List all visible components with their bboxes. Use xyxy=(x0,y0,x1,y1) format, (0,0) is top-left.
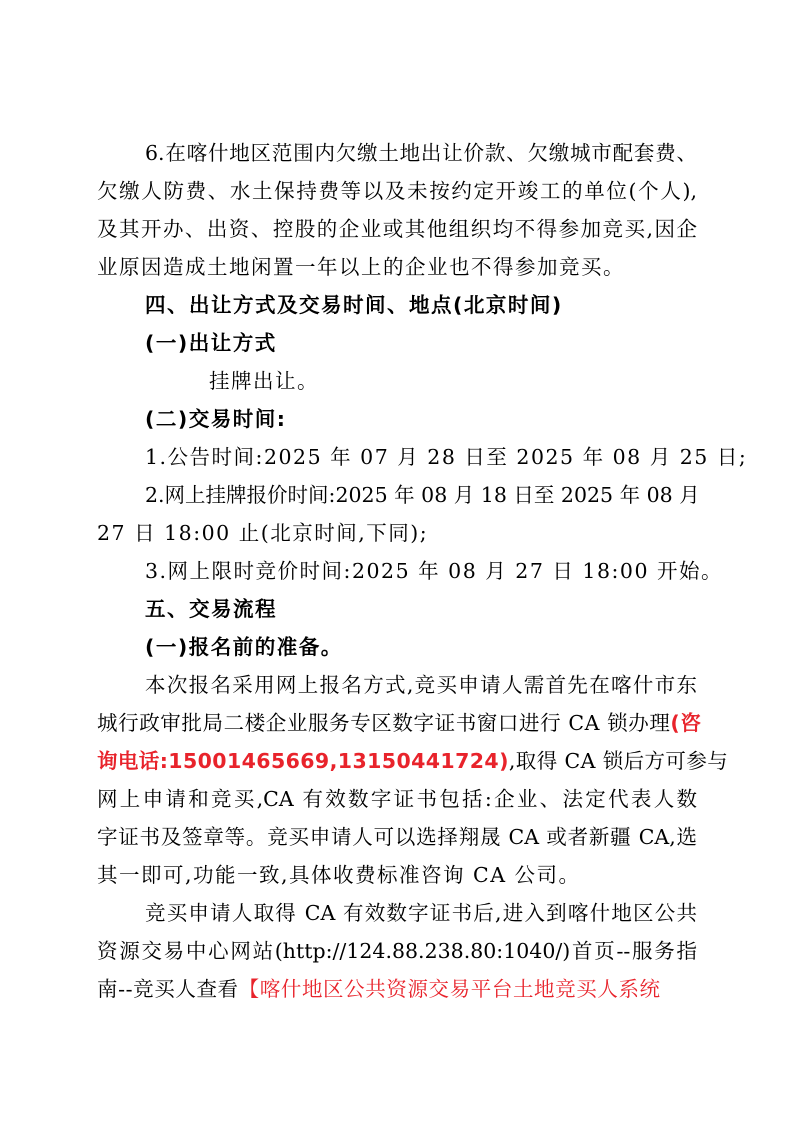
paragraph-line xyxy=(97,747,729,775)
paragraph-line: 网上申请和竞买,CA 有效数字证书包括:企业、法定代表人数 xyxy=(97,787,697,811)
paragraph-text: 城行政审批局二楼企业服务专区数字证书窗口进行 CA 锁办理 xyxy=(97,711,671,735)
subsection-heading: (一)出让方式 xyxy=(145,331,277,355)
section-heading: 五、交易流程 xyxy=(145,597,277,621)
paragraph-line: 2.网上挂牌报价时间:2025 年 08 月 18 日至 2025 年 08 月 xyxy=(145,483,700,507)
paragraph-line: 资源交易中心网站(http://124.88.238.80:1040/)首页--服务指 xyxy=(97,939,697,963)
paragraph-line: 6.在喀什地区范围内欠缴土地出让价款、欠缴城市配套费、 xyxy=(145,141,697,165)
subsection-heading: (一)报名前的准备。 xyxy=(145,635,343,659)
paragraph-line xyxy=(97,709,702,737)
contact-highlight: (咨 xyxy=(670,711,702,735)
paragraph-text: 南--竞买人查看 xyxy=(97,977,239,1001)
paragraph-line xyxy=(97,975,697,1003)
paragraph-line: 1.公告时间:2025 年 07 月 28 日至 2025 年 08 月 25 日; xyxy=(145,445,748,469)
paragraph-line: 本次报名采用网上报名方式,竞买申请人需首先在喀什市东 xyxy=(145,673,697,697)
paragraph-line: 27 日 18:00 止(北京时间,下同); xyxy=(97,521,429,545)
paragraph-line: 欠缴人防费、水土保持费等以及未按约定开竣工的单位(个人), xyxy=(97,179,697,203)
paragraph-line: 及其开办、出资、控股的企业或其他组织均不得参加竞买,因企 xyxy=(97,217,697,241)
system-name-highlight: 【喀什地区公共资源交易平台土地竞买人系统 xyxy=(238,977,661,1001)
subsection-heading: (二)交易时间: xyxy=(145,407,287,431)
paragraph-line: 竞买申请人取得 CA 有效数字证书后,进入到喀什地区公共 xyxy=(145,901,697,925)
paragraph-line: 3.网上限时竞价时间:2025 年 08 月 27 日 18:00 开始。 xyxy=(145,559,723,583)
paragraph-line: 字证书及签章等。竞买申请人可以选择翔晟 CA 或者新疆 CA,选 xyxy=(97,825,697,849)
paragraph-line: 业原因造成土地闲置一年以上的企业也不得参加竞买。 xyxy=(97,255,625,279)
contact-phone-highlight: 询电话:15001465669,13150441724) xyxy=(97,749,509,773)
paragraph-text: ,取得 CA 锁后方可参与 xyxy=(508,749,729,773)
paragraph-line: 其一即可,功能一致,具体收费标准咨询 CA 公司。 xyxy=(97,863,581,887)
paragraph-line: 挂牌出让。 xyxy=(209,369,319,393)
section-heading: 四、出让方式及交易时间、地点(北京时间) xyxy=(145,293,563,317)
